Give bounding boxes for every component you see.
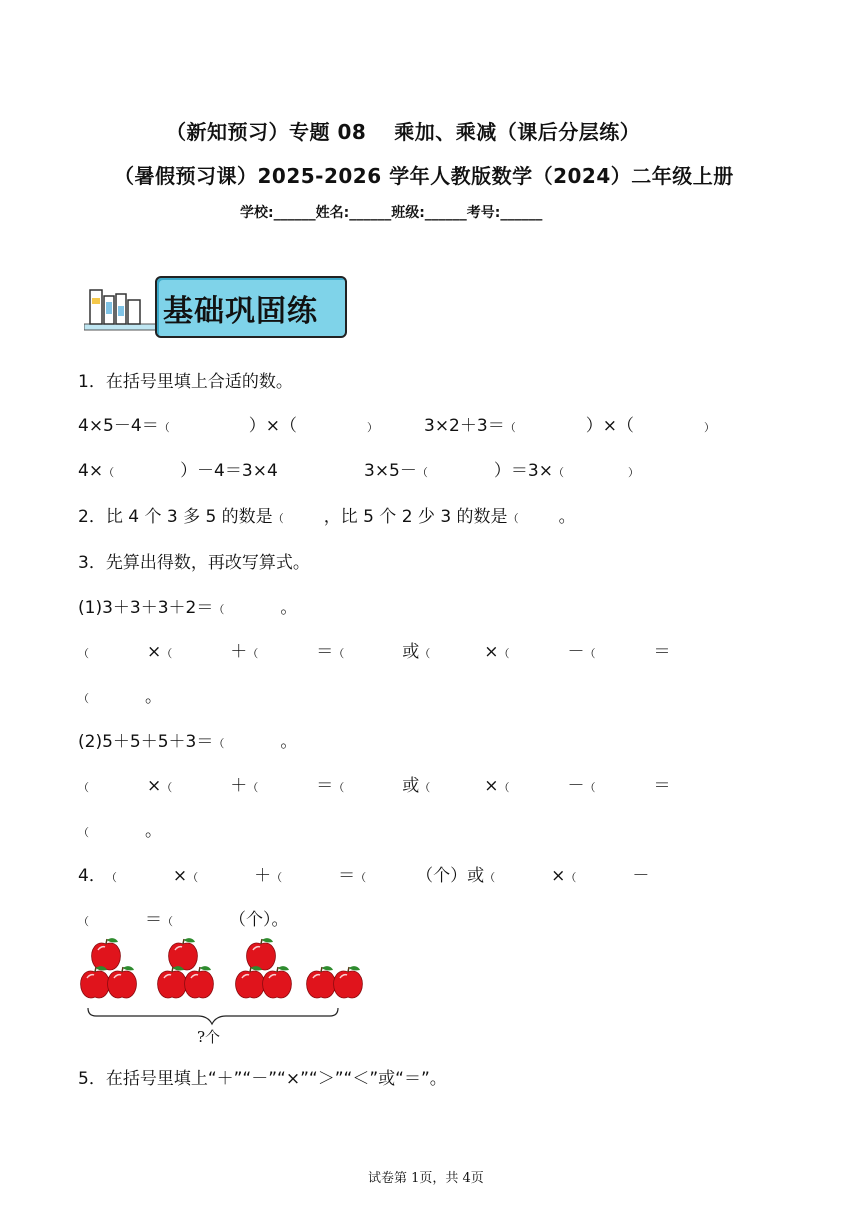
apple-icon: [169, 938, 198, 970]
q5-stem: 5．在括号里填上“＋”“－”“×”“＞”“＜”或“＝”。: [78, 1069, 447, 1089]
apple-icon: [81, 966, 110, 998]
q4-line2: （ ＝（ （个）。: [78, 910, 289, 930]
q3-sub2: (2)5＋5＋5＋3＝（ 。: [78, 732, 298, 752]
q1-row2-left: 4×（ ）－4＝3×4: [78, 461, 278, 481]
q4-line1: 4．（ ×（ ＋（ ＝（ （个）或（ ×（ －: [78, 866, 650, 886]
q3-sub1: (1)3＋3＋3＋2＝（ 。: [78, 598, 298, 618]
q2-line: 2．比 4 个 3 多 5 的数是（ ，比 5 个 2 少 3 的数是（ 。: [78, 507, 576, 527]
apple-figure: [78, 936, 378, 1048]
student-info-line: 学校:______姓名:______班级:______考号:______: [240, 205, 543, 221]
apple-icon: [185, 966, 214, 998]
title-line-2: （暑假预习课）2025-2026 学年人教版数学（2024）二年级上册: [114, 164, 734, 188]
books-icon: [84, 286, 164, 336]
q1-stem: 1．在括号里填上合适的数。: [78, 372, 293, 392]
q3-stem: 3．先算出得数，再改写算式。: [78, 553, 310, 573]
q1-row1-right: 3×2＋3＝（ ）×（ ）: [424, 416, 715, 436]
q3-sub1-rewrite-end: （ 。: [78, 687, 162, 707]
page-footer: 试卷第 1页，共 4页: [368, 1171, 484, 1186]
apple-icon: [108, 966, 137, 998]
title-line-1: （新知预习）专题 08 乘加、乘减（课后分层练）: [166, 120, 641, 144]
apple-icon: [247, 938, 276, 970]
q1-row1-left: 4×5－4＝（ ）×（ ）: [78, 416, 378, 436]
apple-total-caption: ?个: [197, 1028, 221, 1046]
apple-icon: [263, 966, 292, 998]
apple-icon: [92, 938, 121, 970]
apple-icon: [158, 966, 187, 998]
q3-sub1-rewrite: （ ×（ ＋（ ＝（ 或（ ×（ －（ ＝: [78, 642, 671, 662]
q3-sub2-rewrite: （ ×（ ＋（ ＝（ 或（ ×（ －（ ＝: [78, 776, 671, 796]
q1-row2-right: 3×5－（ ）＝3×（ ）: [364, 461, 639, 481]
apple-icon: [307, 966, 336, 998]
brace: [88, 1008, 338, 1024]
section-title: 基础巩固练: [163, 294, 318, 329]
apple-icon: [236, 966, 265, 998]
apple-icon: [334, 966, 363, 998]
section-title-box: [155, 276, 347, 338]
q3-sub2-rewrite-end: （ 。: [78, 821, 162, 841]
